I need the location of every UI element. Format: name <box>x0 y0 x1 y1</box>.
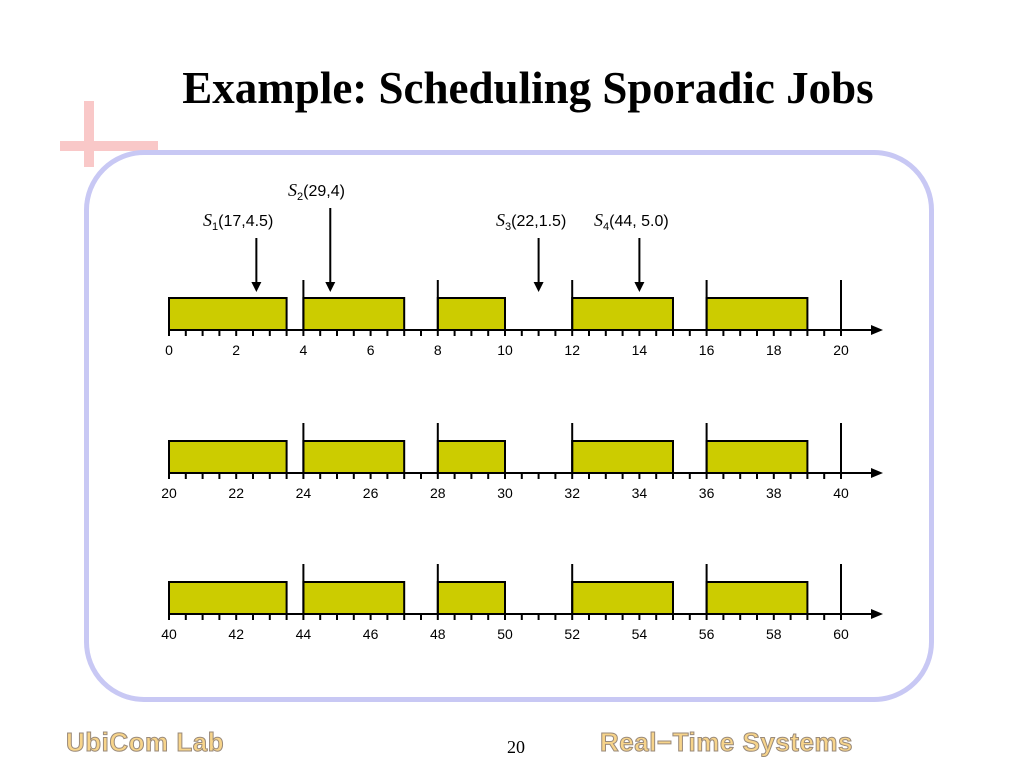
sporadic-job-label: $S_1(17,4.5)$ <box>203 210 274 233</box>
arrival-arrowhead <box>634 282 644 292</box>
tick-label: 36 <box>698 485 715 501</box>
tick-label: 0 <box>165 342 173 358</box>
periodic-job-block <box>707 582 808 614</box>
arrival-arrowhead <box>251 282 261 292</box>
tick-label: 46 <box>362 626 379 642</box>
tick-label: 24 <box>295 485 312 501</box>
tick-label: 18 <box>766 342 782 358</box>
tick-label: 40 <box>161 626 177 642</box>
tick-label: 20 <box>833 342 849 358</box>
tick-label: 6 <box>366 342 375 358</box>
periodic-job-block <box>303 582 404 614</box>
tick-label: 12 <box>564 342 580 358</box>
periodic-job-block <box>169 582 287 614</box>
arrival-arrowhead <box>534 282 544 292</box>
tick-label: 42 <box>228 626 244 642</box>
tick-label: 14 <box>631 342 648 358</box>
axis-arrowhead <box>871 609 883 619</box>
periodic-job-block <box>707 441 808 473</box>
periodic-job-block <box>303 441 404 473</box>
tick-label: 26 <box>362 485 379 501</box>
footer-lab-name: UbiCom Lab <box>66 727 225 757</box>
tick-label: 50 <box>497 626 513 642</box>
tick-label: 2 <box>232 342 241 358</box>
periodic-job-block <box>438 441 505 473</box>
arrival-arrowhead <box>325 282 335 292</box>
tick-label: 10 <box>497 342 513 358</box>
axis-arrowhead <box>871 325 883 335</box>
tick-label: 52 <box>564 626 580 642</box>
tick-label: 38 <box>766 485 782 501</box>
periodic-job-block <box>169 298 287 330</box>
tick-label: 56 <box>698 626 715 642</box>
tick-label: 44 <box>295 626 312 642</box>
periodic-job-block <box>438 582 505 614</box>
sporadic-job-label: $S_4(44$, 5.0) <box>594 210 669 233</box>
tick-label: 28 <box>430 485 446 501</box>
periodic-job-block <box>572 441 673 473</box>
tick-label: 16 <box>698 342 715 358</box>
periodic-job-block <box>572 582 673 614</box>
tick-label: 4 <box>299 342 308 358</box>
sporadic-job-label: $S_2(29,4)$ <box>288 180 345 203</box>
tick-label: 54 <box>631 626 648 642</box>
tick-label: 34 <box>631 485 648 501</box>
periodic-job-block <box>438 298 505 330</box>
periodic-job-block <box>303 298 404 330</box>
tick-label: 22 <box>228 485 244 501</box>
tick-label: 32 <box>564 485 580 501</box>
tick-label: 30 <box>497 485 513 501</box>
tick-label: 58 <box>766 626 782 642</box>
tick-label: 48 <box>430 626 446 642</box>
footer-course-name: Real−Time Systems <box>600 727 853 757</box>
periodic-job-block <box>169 441 287 473</box>
tick-label: 60 <box>833 626 849 642</box>
page-number: 20 <box>507 737 525 757</box>
sporadic-job-label: $S_3(22,1.5)$ <box>496 210 567 233</box>
tick-label: 40 <box>833 485 849 501</box>
periodic-job-block <box>572 298 673 330</box>
tick-label: 20 <box>161 485 177 501</box>
slide-title: Example: Scheduling Sporadic Jobs <box>182 63 874 113</box>
periodic-job-block <box>707 298 808 330</box>
tick-label: 8 <box>433 342 442 358</box>
axis-arrowhead <box>871 468 883 478</box>
